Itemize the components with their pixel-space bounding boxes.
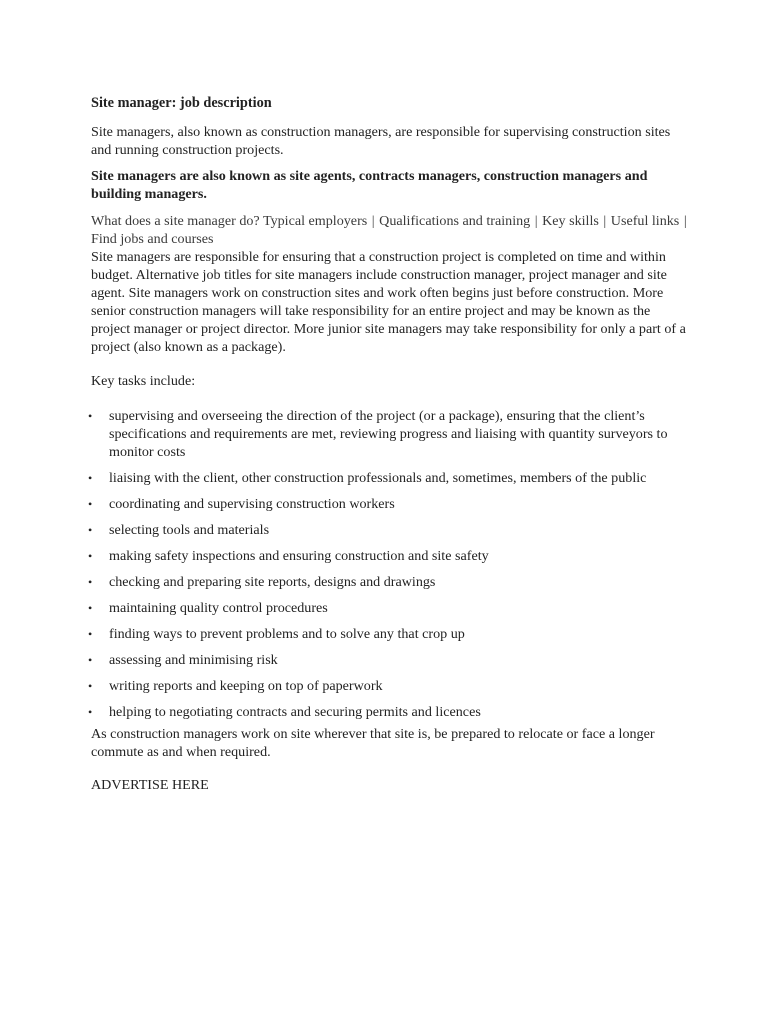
list-item <box>0 703 700 721</box>
bullet-icon: • <box>88 679 93 693</box>
list-item <box>0 677 700 695</box>
bullet-icon: • <box>88 627 93 641</box>
list-item-text: helping to negotiating contracts and securing permits and licences <box>109 704 481 720</box>
bullet-icon: • <box>88 601 93 615</box>
list-item <box>0 573 700 591</box>
list-item-text: maintaining quality control procedures <box>109 600 328 616</box>
list-item <box>0 495 700 513</box>
bullet-icon: • <box>88 471 93 485</box>
bullet-icon: • <box>88 497 93 511</box>
tasks-list <box>0 407 700 721</box>
nav-prefix: What does a site manager do? <box>91 213 260 229</box>
section-nav <box>91 212 691 248</box>
list-item-text: selecting tools and materials <box>109 522 270 538</box>
nav-separator: | <box>683 213 687 229</box>
bullet-icon: • <box>88 523 93 537</box>
list-item <box>0 547 700 565</box>
list-item <box>0 651 700 669</box>
nav-link-find-jobs[interactable]: Find jobs and courses <box>91 231 214 247</box>
nav-link-key-skills[interactable]: Key skills <box>542 213 599 229</box>
list-item <box>0 407 700 461</box>
list-item <box>0 469 700 487</box>
nav-link-qualifications[interactable]: Qualifications and training <box>379 213 531 229</box>
list-item-text: coordinating and supervising construction workers <box>109 496 395 512</box>
list-item-text: supervising and overseeing the direction of the project (or a package), ensuring that the client’s specifications and requirements are met, reviewing progress and liaising with quantity surveyors to monitor costs <box>109 408 668 460</box>
document-page <box>88 90 691 794</box>
list-item-text: checking and preparing site reports, designs and drawings <box>109 574 436 590</box>
list-item-text: writing reports and keeping on top of paperwork <box>109 678 383 694</box>
advertise-link[interactable]: ADVERTISE HERE <box>91 777 209 793</box>
list-item <box>0 521 700 539</box>
nav-link-typical-employers[interactable]: Typical employers <box>262 213 368 229</box>
list-item <box>0 625 700 643</box>
nav-link-useful-links[interactable]: Useful links <box>610 213 680 229</box>
list-item-text: finding ways to prevent problems and to solve any that crop up <box>109 626 465 642</box>
list-item-text: assessing and minimising risk <box>109 652 278 668</box>
bullet-icon: • <box>88 549 93 563</box>
intro-paragraph: Site managers, also known as construction managers, are responsible for supervising construction sites and running construction projects. <box>91 124 671 158</box>
list-item-text: making safety inspections and ensuring construction and site safety <box>109 548 489 564</box>
bullet-icon: • <box>88 705 93 719</box>
relocation-paragraph: As construction managers work on site wherever that site is, be prepared to relocate or face a longer commute as and when required. <box>91 726 655 760</box>
tasks-heading: Key tasks include: <box>91 373 196 389</box>
bullet-icon: • <box>88 409 93 423</box>
list-item <box>0 599 700 617</box>
nav-separator: | <box>603 213 607 229</box>
page-title: Site manager: job description <box>91 95 272 111</box>
list-item-text: liaising with the client, other construction professionals and, sometimes, members of the public <box>109 470 647 486</box>
aka-paragraph: Site managers are also known as site agents, contracts managers, construction managers and building managers. <box>91 168 648 202</box>
bullet-icon: • <box>88 575 93 589</box>
nav-separator: | <box>534 213 538 229</box>
bullet-icon: • <box>88 653 93 667</box>
nav-separator: | <box>371 213 375 229</box>
description-paragraph: Site managers are responsible for ensuring that a construction project is completed on time and within budget. Alternative job titles for site managers include construction manager, project manager and site agent. Site managers work on construction sites and work often begins just before construction. More senior construction managers will take responsibility for an entire project and may be known as the project manager or project director. More junior site managers may take responsibility for only a part of a project (also known as a package). <box>91 249 686 355</box>
